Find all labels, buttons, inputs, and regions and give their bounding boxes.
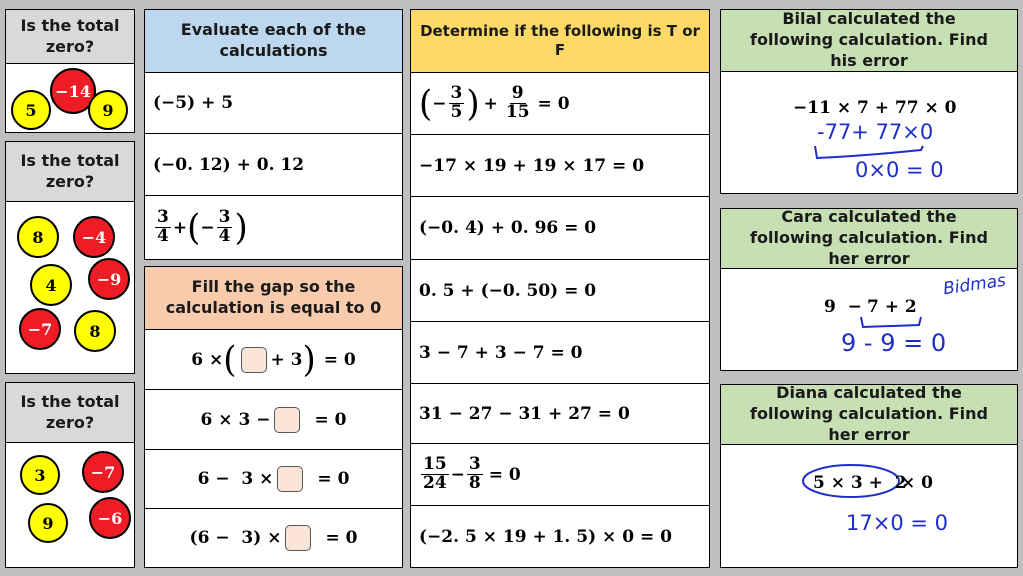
cara-error-panel [720,208,1018,371]
counter-red: −14 [50,68,96,114]
paren: ( [187,206,201,249]
tf-row-5: 3 − 7 + 3 − 7 = 0 [411,322,709,384]
diana-expression-part-2: × 0 [901,473,933,493]
paren: ) [234,206,248,249]
counter-yellow: 5 [11,90,51,130]
fraction: $\frac{3}{8}$ [468,454,481,493]
answer-gap-box[interactable] [285,525,311,551]
zero-panel-title: Is the total zero? [6,142,134,202]
bilal-error-panel [720,9,1018,194]
zero-panel-2 [5,141,135,374]
diana-working-line: 17×0 = 0 [846,511,948,535]
fill-gap-row-1: 6 × ( + 3 ) = 0 [145,330,402,390]
evaluate-panel [144,9,403,260]
zero-panel-1 [5,9,135,133]
zero-panel-title: Is the total zero? [6,10,134,64]
counter-yellow: 8 [17,216,59,258]
evaluate-row-1 [145,73,402,134]
counter-red: −9 [88,258,130,300]
operator: + [172,217,188,238]
true-false-panel [410,9,710,568]
fill-gap-row-3: 6 − 3 × = 0 [145,450,402,509]
cara-expression-part-2: 7 + 2 [867,297,917,317]
tf-row-7: $\frac{15}{24}$ − $\frac{3}{8}$ = 0 [411,444,709,506]
cara-working-line: 9 - 9 = 0 [841,329,947,357]
evaluate-row-2 [145,134,402,196]
fraction: $\frac{9}{15}$ [505,83,530,122]
counter-yellow: 9 [28,503,68,543]
evaluate-title: Evaluate each of the calculations [145,10,402,73]
cara-expression-part-1: 9 − [824,297,862,317]
diana-expression-part-1: 5 × 3 + 2 [813,473,907,493]
expression: (−0. 12) + 0. 12 [153,154,305,175]
bilal-working-line-2: 0×0 = 0 [855,158,944,182]
tf-row-3: (−0. 4) + 0. 96 = 0 [411,197,709,260]
cara-bidmas-note: Bidmas [941,270,1008,300]
counter-yellow: 9 [88,90,128,130]
bilal-title: Bilal calculated the following calculation. Find his error [721,10,1017,72]
counter-yellow: 8 [74,310,116,352]
fraction: $\frac{15}{24}$ [423,454,447,493]
tf-row-8: (−2. 5 × 19 + 1. 5) × 0 = 0 [419,526,672,547]
operator: − [200,217,215,238]
bilal-expression: −11 × 7 + 77 × 0 [793,98,957,118]
tf-row-6: 31 − 27 − 31 + 27 = 0 [411,384,709,444]
bilal-working-line-1: -77+ 77×0 [817,120,934,144]
evaluate-row-3 [145,196,402,259]
counter-red: −7 [82,451,124,493]
counter-red: −7 [19,308,61,350]
counter-yellow: 3 [20,455,60,495]
fill-gap-row-4: (6 − 3) × = 0 [145,509,402,567]
tf-row-4: 0. 5 + (−0. 50) = 0 [411,260,709,322]
fill-gap-row-2: 6 × 3 − = 0 [145,390,402,450]
fraction: $\frac{3}{5}$ [450,83,463,122]
cara-title: Cara calculated the following calculation. Find her error [721,209,1017,269]
counter-red: −4 [73,216,115,258]
answer-gap-box[interactable] [277,466,303,492]
zero-panel-3 [5,382,135,568]
fill-gap-title: Fill the gap so the calculation is equal to 0 [145,267,402,330]
counter-yellow: 4 [30,264,72,306]
tf-row-1: ( − $\frac{3}{5}$ ) + $\frac{9}{15}$ = 0 [411,73,709,135]
expression: (−5) + 5 [153,93,234,113]
tf-row-2: −17 × 19 + 19 × 17 = 0 [411,135,709,197]
answer-gap-box[interactable] [241,347,267,373]
fraction: $\frac{3}{4}$ [157,207,169,246]
diana-error-panel [720,384,1018,568]
diana-title: Diana calculated the following calculation. Find her error [721,385,1017,445]
fraction: $\frac{3}{4}$ [218,207,231,246]
answer-gap-box[interactable] [274,407,300,433]
fill-gap-panel [144,266,403,568]
zero-panel-title: Is the total zero? [6,383,134,443]
counter-red: −6 [89,497,131,539]
true-false-title: Determine if the following is T or F [411,10,709,73]
